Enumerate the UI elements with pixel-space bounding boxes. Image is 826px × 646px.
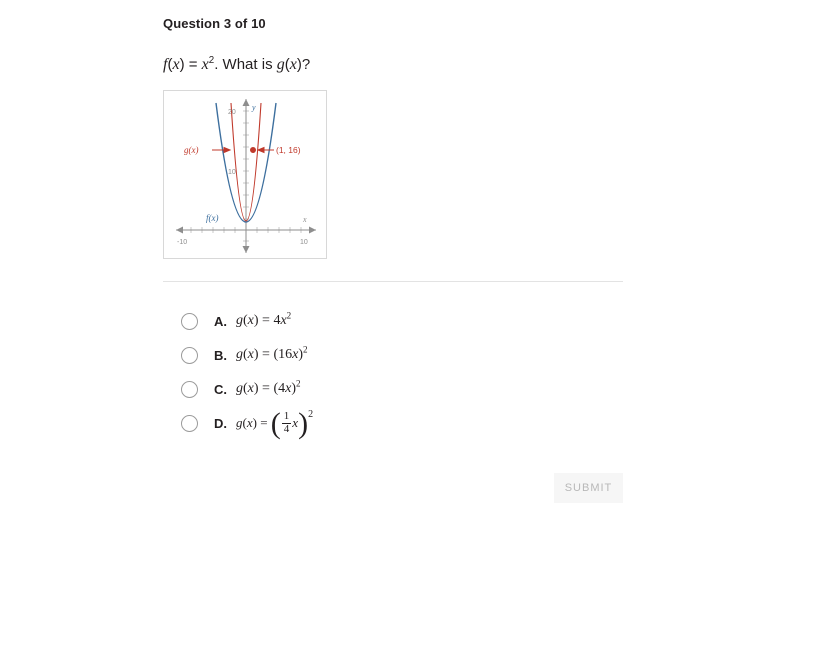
prompt-g: g xyxy=(276,56,285,73)
radio-a[interactable] xyxy=(181,313,198,330)
radio-d[interactable] xyxy=(181,415,198,432)
d-numerator: 1 xyxy=(283,410,290,423)
answer-option-a[interactable] xyxy=(163,304,623,338)
prompt-exponent: 2 xyxy=(208,55,215,66)
answer-text-b: $g(x) = (16x)^2$ xyxy=(236,344,308,363)
radio-c[interactable] xyxy=(181,381,198,398)
prompt-close-paren: ) xyxy=(179,56,185,73)
radio-b[interactable] xyxy=(181,347,198,364)
x-tick-neg10: -10 xyxy=(177,239,188,247)
answer-option-b[interactable] xyxy=(163,338,623,372)
c-coef: 4 xyxy=(278,381,286,397)
y-axis-label: y xyxy=(252,103,256,113)
answer-option-c[interactable] xyxy=(163,372,623,406)
a-exp: 2 xyxy=(286,310,292,321)
prompt-open-paren: ( xyxy=(167,56,173,73)
prompt-x3: x xyxy=(289,56,297,73)
prompt-x2: x xyxy=(201,56,209,73)
answer-letter-b: B. xyxy=(214,347,227,363)
question-header: Question 3 of 10 xyxy=(163,16,266,31)
prompt-question-mark: ? xyxy=(301,56,311,73)
point-label: (1, 16) xyxy=(276,145,301,156)
g-label-arrow xyxy=(212,148,230,153)
point-callout-arrow xyxy=(258,148,274,153)
g-label: g(x) xyxy=(184,145,199,156)
answer-text-c: $g(x) = (4x)^2$ xyxy=(236,378,301,397)
point-marker xyxy=(250,147,256,153)
divider xyxy=(163,281,623,282)
a-g: g xyxy=(236,313,243,329)
prompt-f: f xyxy=(163,56,168,73)
answer-letter-d: D. xyxy=(214,415,227,431)
y-tick-20: 20 xyxy=(228,109,236,117)
b-coef: 16 xyxy=(278,347,293,363)
prompt-close-paren-2: ) xyxy=(296,56,302,73)
a-coef: 4 xyxy=(273,313,281,329)
a-x1: x xyxy=(247,313,254,329)
y-tick-10: 10 xyxy=(228,169,236,177)
question-prompt xyxy=(163,55,623,74)
prompt-x1: x xyxy=(172,56,180,73)
a-x2: x xyxy=(280,313,287,329)
answer-text-d: g ( x ) = ( $\frac{1}{4}$ x ) 2 xyxy=(236,407,314,441)
question-page xyxy=(163,0,623,440)
f-label: f(x) xyxy=(206,213,219,224)
answer-text-a: $g(x) = 4x^2$ xyxy=(236,310,292,329)
x-axis-label: x xyxy=(303,215,307,225)
fraction-one-fourth xyxy=(282,411,292,435)
prompt-equals: = xyxy=(184,56,202,73)
prompt-open-paren-2: ( xyxy=(284,56,290,73)
x-tick-10: 10 xyxy=(300,239,308,247)
answer-letter-a: A. xyxy=(214,313,227,329)
answer-letter-c: C. xyxy=(214,381,227,397)
answer-option-d[interactable] xyxy=(163,406,623,440)
d-denominator: 4 xyxy=(283,422,290,435)
answer-options xyxy=(163,304,623,440)
graph-svg xyxy=(164,91,326,258)
graph-axes xyxy=(176,99,316,253)
prompt-text-middle: . What is xyxy=(214,56,277,73)
graph-figure xyxy=(163,90,327,259)
submit-button[interactable]: SUBMIT xyxy=(554,473,623,503)
